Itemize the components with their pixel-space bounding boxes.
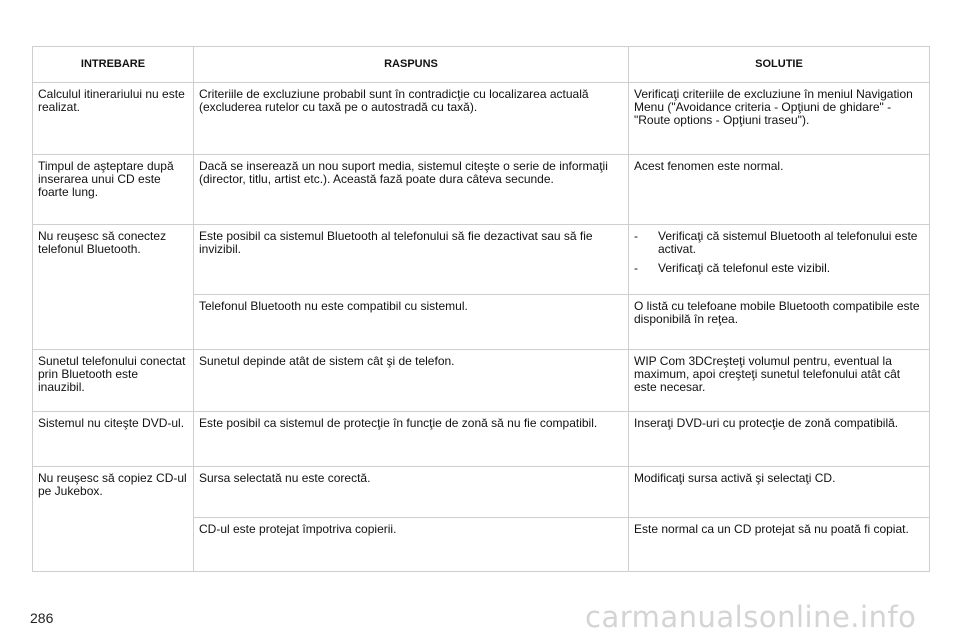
bullet-text: Verificaţi că telefonul este vizibil.: [658, 261, 831, 275]
table-row: [33, 412, 930, 467]
solution-cell: O listă cu telefoane mobile Bluetooth compatibile este disponibilă în reţea.: [629, 295, 930, 350]
solution-cell: Modificaţi sursa activă şi selectaţi CD.: [629, 467, 930, 518]
faq-table: [32, 46, 930, 572]
watermark-text: carmanualsonline.info: [585, 600, 917, 634]
answer-cell: Este posibil ca sistemul Bluetooth al telefonului să fie dezactivat sau să fie invizibil.: [194, 225, 629, 295]
question-cell: Calculul itinerariului nu este realizat.: [33, 83, 194, 155]
dash-marker: -: [634, 261, 638, 275]
answer-cell: Criteriile de excluziune probabil sunt în contradicţie cu localizarea actuală (excluderea rutelor cu taxă pe o autostradă cu taxă).: [194, 83, 629, 155]
header-answer: RASPUNS: [194, 47, 629, 83]
header-solution: SOLUTIE: [629, 47, 930, 83]
question-cell: Nu reuşesc să conectez telefonul Bluetooth.: [33, 225, 194, 350]
question-cell: Sunetul telefonului conectat prin Bluetooth este inauzibil.: [33, 350, 194, 412]
header-row: [33, 47, 930, 83]
answer-cell: Telefonul Bluetooth nu este compatibil cu sistemul.: [194, 295, 629, 350]
answer-cell: Dacă se inserează un nou suport media, sistemul citeşte o serie de informaţii (director, titlu, artist etc.). Această fază poate dura câteva secunde.: [194, 155, 629, 225]
solution-bullet: [634, 230, 924, 256]
table-row: [33, 467, 930, 518]
solution-bullet: [634, 262, 924, 275]
solution-cell: [629, 225, 930, 295]
answer-cell: CD-ul este protejat împotriva copierii.: [194, 518, 629, 572]
table-row: [33, 225, 930, 295]
question-cell: Nu reuşesc să copiez CD-ul pe Jukebox.: [33, 467, 194, 572]
table-row: [33, 350, 930, 412]
answer-cell: Este posibil ca sistemul de protecţie în funcţie de zonă să nu fie compatibil.: [194, 412, 629, 467]
header-question: INTREBARE: [33, 47, 194, 83]
solution-cell: Inseraţi DVD-uri cu protecţie de zonă compatibilă.: [629, 412, 930, 467]
answer-cell: Sunetul depinde atât de sistem cât şi de telefon.: [194, 350, 629, 412]
solution-cell: Verificaţi criteriile de excluziune în meniul Navigation Menu ("Avoidance criteria - Opţiuni de ghidare" - "Route options - Opţiuni traseu").: [629, 83, 930, 155]
solution-cell: WIP Com 3DCreşteţi volumul pentru, eventual la maximum, apoi creşteţi sunetul telefonului atât cât este necesar.: [629, 350, 930, 412]
answer-cell: Sursa selectată nu este corectă.: [194, 467, 629, 518]
bullet-text: Verificaţi că sistemul Bluetooth al telefonului este activat.: [658, 229, 918, 256]
table-row: [33, 83, 930, 155]
question-cell: Sistemul nu citeşte DVD-ul.: [33, 412, 194, 467]
solution-cell: Este normal ca un CD protejat să nu poată fi copiat.: [629, 518, 930, 572]
page-number: 286: [30, 610, 54, 626]
question-cell: Timpul de aşteptare după inserarea unui CD este foarte lung.: [33, 155, 194, 225]
table-row: [33, 155, 930, 225]
dash-marker: -: [634, 229, 638, 243]
solution-cell: Acest fenomen este normal.: [629, 155, 930, 225]
